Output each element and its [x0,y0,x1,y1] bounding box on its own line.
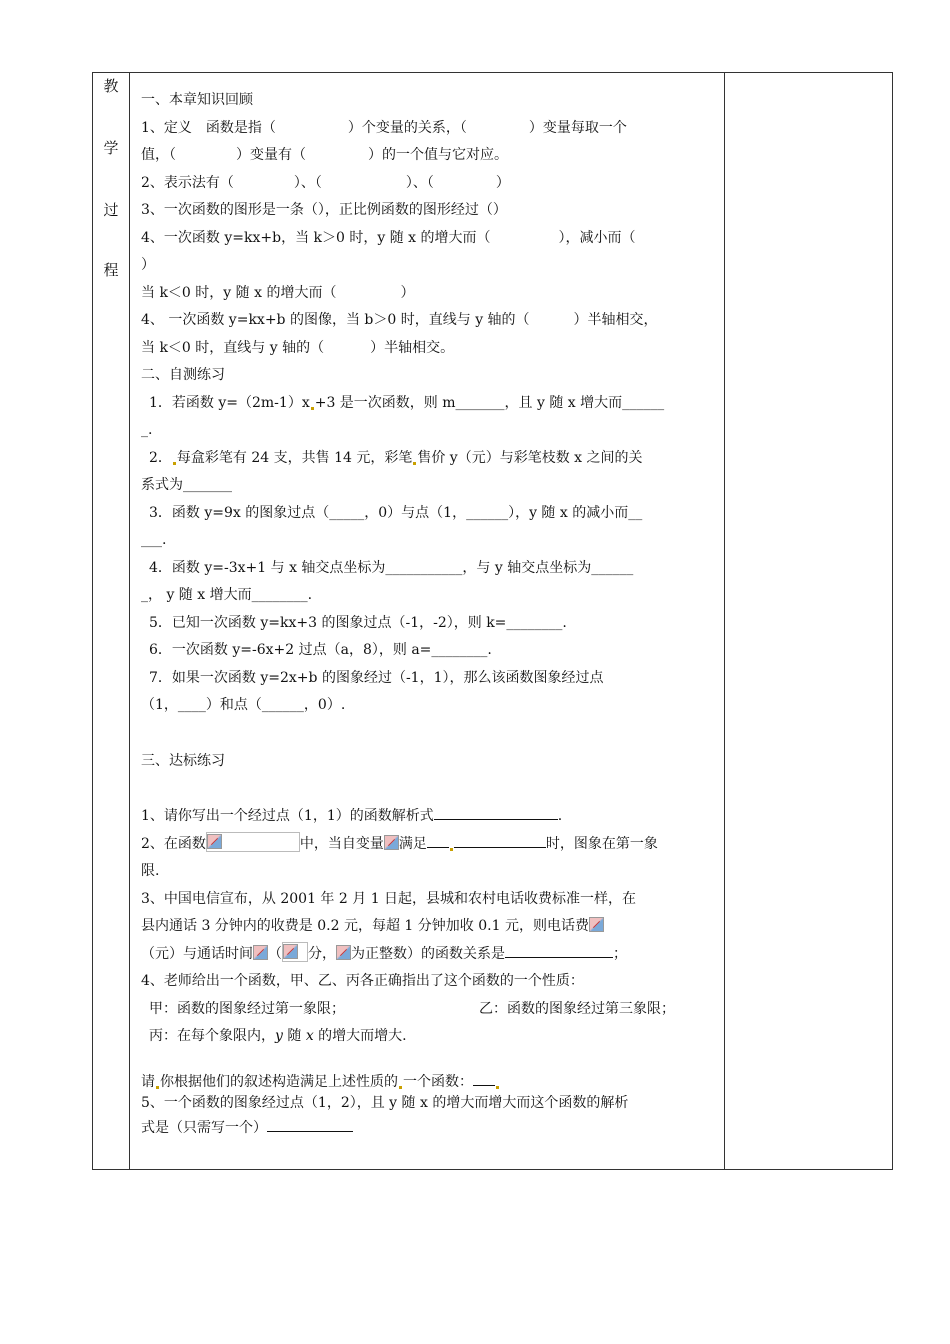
text-line: ） [141,257,155,273]
question-2: 2． 每盒彩笔有 24 支，共售 14 元，彩笔 售价 y（元）与彩笔枝数 x 之间的关 [149,449,643,466]
section-title: 三、达标练习 [141,752,225,769]
text-line: 当 k＜0 时，y 随 x 的增大而（ ） [141,284,415,301]
text-line: 限. [141,863,160,879]
formula-image [282,942,308,962]
question-7: 7．如果一次函数 y=2x+b 的图象经过（-1，1），那么该函数图象经过点 [149,669,604,686]
practice-4: 4、老师给出一个函数，甲、乙、丙各正确指出了这个函数的一个性质： [141,973,584,989]
question-1: 1．若函数 y=（2m-1）x +3 是一次函数，则 m_______，且 y 随 x 增大而______ [149,394,665,411]
lesson-content [141,87,721,1142]
text-line: （1，____）和点（______，0）. [141,697,346,713]
broken-image-icon [207,834,222,849]
practice-2: 2、在函数 中，当自变量 满足 时，图象在第一象 [141,831,721,859]
broken-image-icon [283,944,298,959]
text-line: 丙：在每个象限内，y 随 x 的增大而增大. [149,1028,407,1044]
practice-1: 1、请你写出一个经过点（1，1）的函数解析式 . [141,803,721,831]
text-line: 系式为_______ [141,477,232,493]
text-line: _. [141,422,153,438]
question-5: 5．已知一次函数 y=kx+3 的图象过点（-1，-2），则 k=________. [149,614,567,631]
label-char: 程 [103,261,119,279]
question-6: 6．一次函数 y=-6x+2 过点（a，8），则 a=________. [149,642,492,658]
section-title: 一、本章知识回顾 [141,92,253,108]
broken-image-icon [336,945,351,960]
practice-5: 5、一个函数的图象经过点（1，2），且 y 随 x 的增大而增大而这个函数的解析 [141,1094,629,1111]
text-line: 4、一次函数 y=kx+b，当 k＞0 时，y 随 x 的增大而（ ），减小而（ [141,229,636,246]
text-line: 2、表示法有（ ）、（ ）、（ ） [141,174,510,191]
text-line: 3、一次函数的图形是一条（），正比例函数的图形经过（） [141,202,507,218]
label-char: 过 [103,201,119,219]
column-divider-left [129,73,130,1169]
lesson-table [92,72,893,1170]
label-char: 教 [103,77,119,95]
question-4: 4．函数 y=-3x+1 与 x 轴交点坐标为___________，与 y 轴交点坐标为______ [149,559,634,576]
text-line: 4、 一次函数 y=kx+b 的图像，当 b＞0 时，直线与 y 轴的（ ）半轴相交， [141,312,658,328]
text-line: 式是（只需写一个） [141,1114,721,1142]
broken-image-icon [384,835,399,850]
text-line: ___. [141,532,167,548]
label-char: 学 [103,139,119,157]
broken-image-icon [589,917,604,932]
section-title: 二、自测练习 [141,367,225,383]
text-line: 县内通话 3 分钟内的收费是 0.2 元，每超 1 分钟加收 0.1 元，则电话费 [141,913,721,941]
text-line: _， y 随 x 增大而________. [141,587,313,603]
teaching-process-label [93,73,129,1169]
text-line: 请 你根据他们的叙述构造满足上述性质的 一个函数： [141,1069,721,1092]
text-line: 1、定义 函数是指（ ）个变量的关系，（ ）变量每取一个 [141,119,627,136]
formula-image [206,832,300,852]
practice-3: 3、中国电信宣布，从 2001 年 2 月 1 日起，县城和农村电话收费标准一样，在 [141,890,637,907]
text-line: 值，（ ）变量有（ ）的一个值与它对应。 [141,147,508,163]
text-line: 当 k＜0 时，直线与 y 轴的（ ）半轴相交。 [141,339,455,356]
text-line: 甲：函数的图象经过第一象限； 乙：函数的图象经过第三象限； [149,1000,675,1017]
question-3: 3．函数 y=9x 的图象过点（_____，0）与点（1，______），y 随 x 的减小而__ [149,504,643,521]
broken-image-icon [253,945,268,960]
column-divider-right [724,73,725,1169]
text-line: （元）与通话时间 （ 分， 为正整数）的函数关系是 ； [141,941,721,969]
